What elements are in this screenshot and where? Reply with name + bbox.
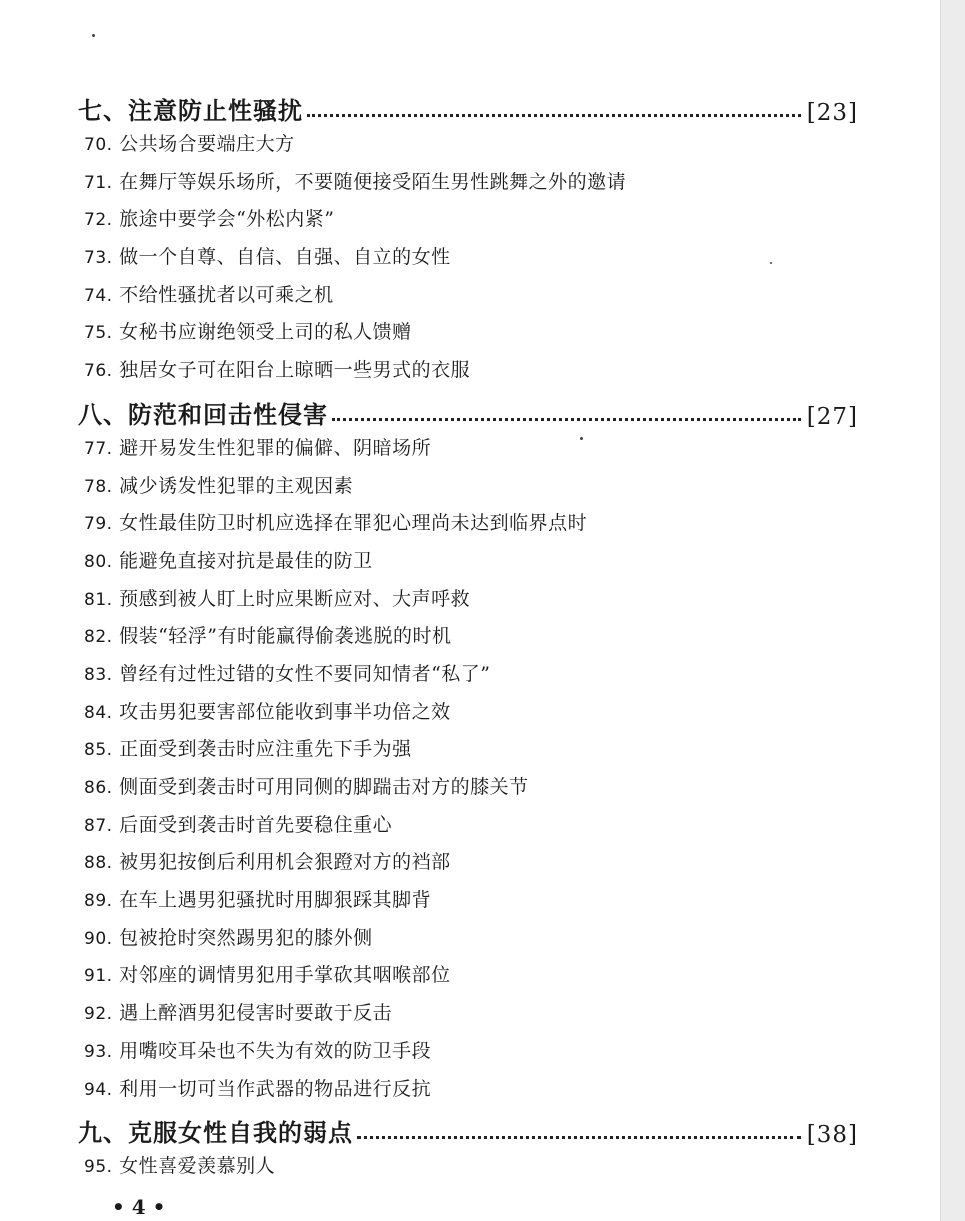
item-number: 88. (84, 853, 113, 874)
item-number: 78. (84, 476, 113, 497)
item-number: 70. (84, 135, 113, 155)
item-number: 86. (84, 778, 113, 798)
item-text: 用嘴咬耳朵也不失为有效的防卫手段 (119, 1039, 432, 1062)
item-text: 女秘书应谢绝领受上司的私人馈赠 (119, 321, 412, 344)
section-page-ref: [23] (806, 100, 858, 126)
list-item (78, 505, 858, 543)
viewer-side-margin (940, 0, 965, 1221)
item-text: 后面受到袭击时首先要稳住重心 (119, 813, 393, 836)
item-text: 能避免直接对抗是最佳的防卫 (119, 549, 373, 572)
item-number: 82. (84, 627, 113, 648)
item-text: 不给性骚扰者以可乘之机 (119, 283, 334, 306)
item-text: 攻击男犯要害部位能收到事半功倍之效 (119, 700, 451, 723)
section-page-ref: [27] (806, 403, 858, 430)
list-item (78, 656, 858, 694)
list-item (78, 882, 858, 920)
item-number: 89. (84, 891, 113, 912)
item-number: 93. (84, 1041, 113, 1062)
page-number: • 4 • (112, 1195, 166, 1219)
item-text: 假装“轻浮”有时能赢得偷袭逃脱的时机 (119, 625, 452, 648)
item-text: 曾经有过性过错的女性不要同知情者“私了” (119, 662, 491, 685)
item-text: 被男犯按倒后利用机会狠蹬对方的裆部 (119, 851, 451, 874)
item-number: 92. (84, 1004, 113, 1025)
list-item (78, 201, 858, 239)
item-number: 83. (84, 664, 113, 685)
section-title: 七、注意防止性骚扰 (78, 96, 303, 125)
list-item (78, 995, 858, 1033)
item-text: 对邻座的调情男犯用手掌砍其咽喉部位 (119, 964, 451, 987)
item-text: 预感到被人盯上时应果断应对、大声呼救 (119, 587, 471, 610)
item-text: 女性最佳防卫时机应选择在罪犯心理尚未达到临界点时 (119, 512, 588, 535)
item-number: 87. (84, 815, 113, 836)
section-heading (78, 1108, 858, 1148)
list-item (78, 1071, 858, 1109)
dot-leader (307, 114, 801, 117)
list-item (78, 352, 858, 390)
section-title: 九、克服女性自我的弱点 (78, 1118, 353, 1148)
item-number: 75. (84, 323, 113, 344)
section-title: 八、防范和回击性侵害 (78, 399, 328, 429)
item-number: 84. (84, 702, 113, 723)
item-text: 避开易发生性犯罪的偏僻、阴暗场所 (119, 436, 432, 459)
item-text: 利用一切可当作武器的物品进行反抗 (119, 1077, 432, 1100)
list-item (78, 581, 858, 619)
item-number: 72. (84, 210, 113, 231)
item-text: 减少诱发性犯罪的主观因素 (119, 474, 354, 497)
list-item (78, 543, 858, 581)
list-item (78, 1033, 858, 1071)
item-number: 71. (84, 172, 113, 193)
item-number: 85. (84, 740, 113, 761)
item-number: 81. (84, 589, 113, 610)
list-item (78, 694, 858, 732)
item-number: 80. (84, 551, 113, 572)
item-text: 旅途中要学会“外松内紧” (119, 208, 335, 231)
item-text: 公共场合要端庄大方 (119, 133, 295, 155)
item-number: 95. (84, 1157, 113, 1178)
item-number: 94. (84, 1079, 113, 1100)
dot-leader (357, 1136, 801, 1139)
item-text: 在舞厅等娱乐场所，不要随便接受陌生男性跳舞之外的邀请 (119, 170, 627, 193)
list-item (78, 844, 858, 882)
list-item (78, 164, 858, 202)
scan-speck (92, 34, 95, 37)
item-number: 77. (84, 438, 113, 459)
table-of-contents (78, 86, 858, 1186)
item-text: 在车上遇男犯骚扰时用脚狠踩其脚背 (119, 889, 432, 912)
list-item (78, 314, 858, 352)
list-item (78, 807, 858, 845)
dot-leader (332, 418, 801, 421)
item-text: 做一个自尊、自信、自强、自立的女性 (119, 246, 451, 269)
item-number: 90. (84, 928, 113, 949)
list-item (78, 239, 858, 277)
list-item (78, 769, 858, 807)
item-number: 79. (84, 514, 113, 535)
list-item (78, 468, 858, 506)
item-number: 76. (84, 361, 113, 382)
item-text: 独居女子可在阳台上晾晒一些男式的衣服 (119, 359, 471, 382)
section-heading (78, 390, 858, 430)
item-number: 91. (84, 966, 113, 987)
item-text: 正面受到袭击时应注重先下手为强 (119, 738, 412, 761)
list-item (78, 430, 858, 468)
list-item (78, 618, 858, 656)
item-text: 包被抢时突然踢男犯的膝外侧 (119, 926, 373, 949)
list-item (78, 957, 858, 995)
item-text: 遇上醉酒男犯侵害时要敢于反击 (119, 1002, 393, 1025)
list-item (78, 277, 858, 315)
list-item (78, 731, 858, 769)
section-heading (78, 86, 858, 126)
list-item (78, 126, 858, 164)
list-item (78, 920, 858, 958)
section-page-ref: [38] (806, 1122, 858, 1149)
list-item (78, 1148, 858, 1186)
item-text: 侧面受到袭击时可用同侧的脚踹击对方的膝关节 (119, 776, 529, 798)
item-text: 女性喜爱羡慕别人 (119, 1155, 276, 1178)
item-number: 73. (84, 248, 113, 269)
item-number: 74. (84, 285, 113, 306)
